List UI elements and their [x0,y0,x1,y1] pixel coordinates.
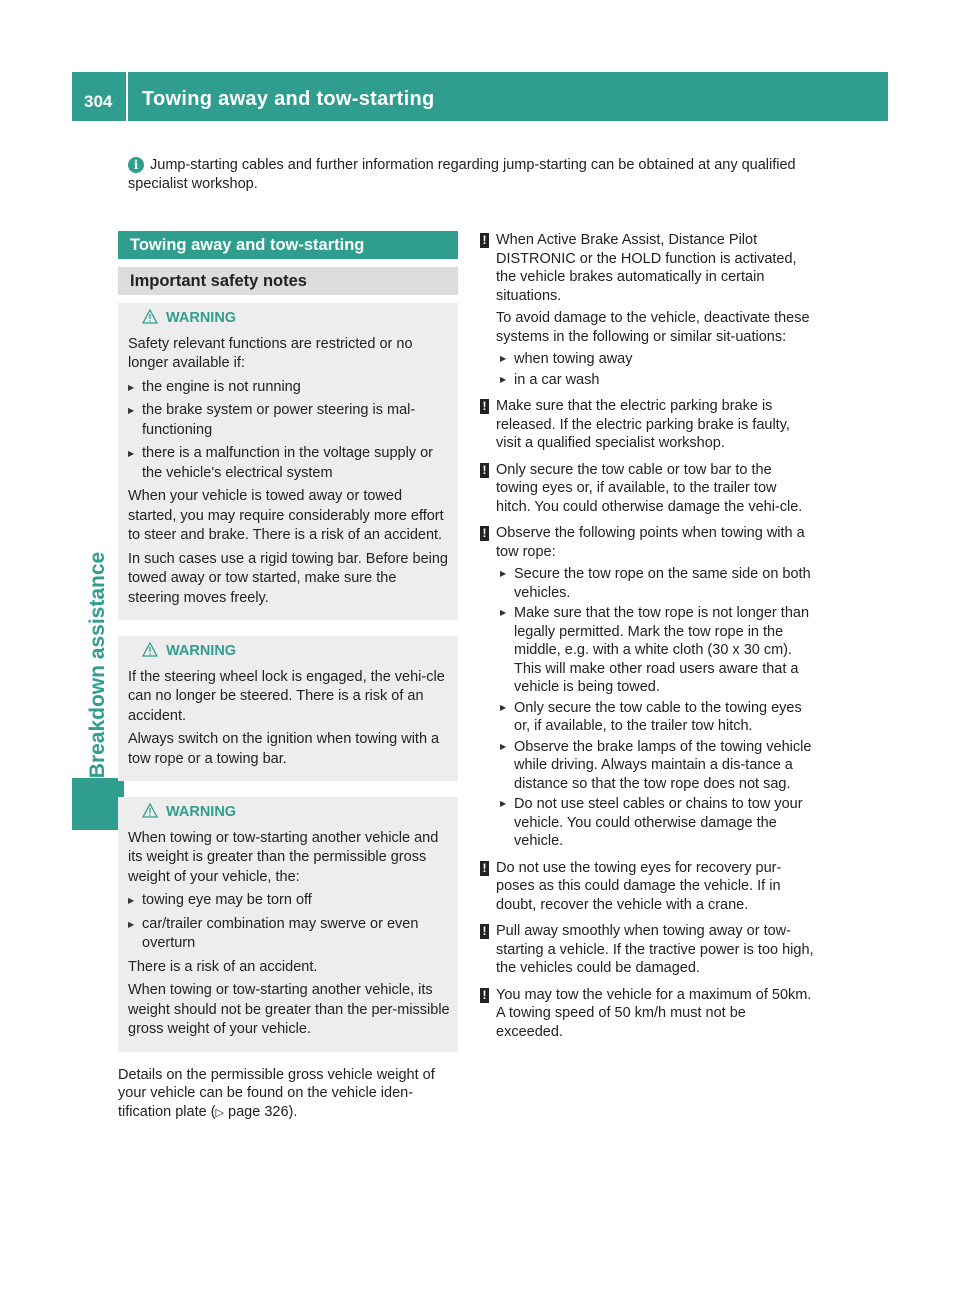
closing-text: Details on the permissible gross vehicle weight of your vehicle can be found on the vehicle iden-tification plate ( [118,1066,435,1120]
caution-icon: ! [480,463,489,478]
left-column [118,231,458,1122]
caution-note [480,231,814,389]
warning-text: In such cases use a rigid towing bar. Before being towed away or tow started, make sure the steering moves freely. [128,550,448,606]
list-item: ▶ Do not use steel cables or chains to tow your vehicle. You could otherwise damage the vehicle. [500,795,814,851]
list-item: ▶ the brake system or power steering is mal-functioning [128,401,450,440]
info-note [128,156,828,194]
warning-icon [142,309,158,324]
warning-text: There is a risk of an accident. [128,958,318,975]
page-ref-arrow-icon: ▷ [215,1106,224,1119]
right-column [480,231,814,1049]
list-item: ▶ car/trailer combination may swerve or even overturn [128,915,450,954]
warning-text: When towing or tow-starting another vehicle, its weight should not be greater than the per-missible gross weight of your vehicle. [128,982,450,1037]
caution-icon: ! [480,924,489,939]
caution-note [480,922,814,978]
caution-note [480,524,814,851]
note-text: Make sure that the electric parking brake is released. If the electric parking brake is faulty, visit a qualified specialist workshop. [496,398,790,451]
note-text: Observe the following points when towing with a tow rope: [496,525,805,560]
warning-text: When towing or tow-starting another vehicle and its weight is greater than the permissible gross weight of your vehicle, the: [128,829,439,885]
list-item: ▶ towing eye may be torn off [128,891,450,911]
note-text: You may tow the vehicle for a maximum of 50km. A towing speed of 50 km/h must not be exceeded. [496,986,812,1040]
caution-icon: ! [480,988,489,1003]
closing-paragraph [118,1066,458,1123]
caution-note [480,986,814,1042]
list-item: ▶ Only secure the tow cable to the towing eyes or, if available, to the trailer tow hitch. [500,699,814,736]
list-item: ▶ Make sure that the tow rope is not longer than legally permitted. Mark the tow rope in the middle, e.g. with a white cloth (30 x 30 cm). This will make other road users aware that a vehicle is being towed. [500,604,814,697]
note-text: When Active Brake Assist, Distance Pilot DISTRONIC or the HOLD function is activated, the vehicle brakes automatically in certain situations. [496,232,797,304]
info-icon: i [128,157,144,173]
caution-note [480,397,814,453]
caution-icon: ! [480,399,489,414]
list-item: ▶ the engine is not running [128,378,450,398]
note-text: Only secure the tow cable or tow bar to the towing eyes or, if available, to the trailer tow hitch. You could otherwise damage the vehi-cle. [496,461,803,515]
note-text: To avoid damage to the vehicle, deactivate these systems in the following or similar sit-uations: [496,310,810,345]
warning-icon [142,642,158,657]
caution-icon: ! [480,861,489,876]
header-divider [126,72,128,121]
caution-icon: ! [480,526,489,541]
note-text: Pull away smoothly when towing away or tow-starting a vehicle. If the tractive power is too high, the vehicles could be damaged. [496,923,814,976]
subsection-title: Important safety notes [118,267,458,295]
warning-label: WARNING [166,310,237,326]
warning-heading [128,309,450,329]
warning-label: WARNING [166,643,237,659]
note-text: Do not use the towing eyes for recovery pur-poses as this could damage the vehicle. If in doubt, recover the vehicle with a crane. [496,859,782,913]
caution-icon: ! [480,233,489,248]
header-title: Towing away and tow-starting [142,88,435,110]
warning-heading [128,803,450,823]
warning-text: When your vehicle is towed away or towed started, you may require considerably more effort to steer and brake. There is a risk of an accident. [128,488,444,543]
page-reference-link[interactable]: page 326). [228,1103,298,1120]
section-title: Towing away and tow-starting [118,231,458,259]
side-tab-marker [72,778,124,830]
caution-note [480,859,814,915]
warning-box [118,797,458,1052]
warning-text: If the steering wheel lock is engaged, the vehi-cle can no longer be steered. There is a risk of an accident. [128,668,445,724]
warning-label: WARNING [166,804,237,820]
list-item: ▶ in a car wash [500,371,814,390]
caution-note [480,461,814,517]
list-item: ▶ there is a malfunction in the voltage supply or the vehicle's electrical system [128,444,450,483]
page-number: 304 [84,92,113,111]
list-item: ▶ Observe the brake lamps of the towing vehicle while driving. Always maintain a dis-tance a distance so that the tow rope does not sag. [500,738,814,794]
warning-text: Always switch on the ignition when towing with a tow rope or a towing bar. [128,731,440,767]
list-item: ▶ when towing away [500,350,814,369]
side-tab-text: Breakdown assistance [86,551,109,779]
page-header [72,72,888,121]
info-note-text: Jump-starting cables and further information regarding jump-starting can be obtained at any qualified specialist workshop. [128,157,796,192]
warning-heading [128,642,450,662]
list-item: ▶ Secure the tow rope on the same side on both vehicles. [500,565,814,602]
warning-text: Safety relevant functions are restricted or no longer available if: [128,335,413,371]
warning-icon [142,803,158,818]
warning-box [118,303,458,620]
warning-box [118,636,458,781]
